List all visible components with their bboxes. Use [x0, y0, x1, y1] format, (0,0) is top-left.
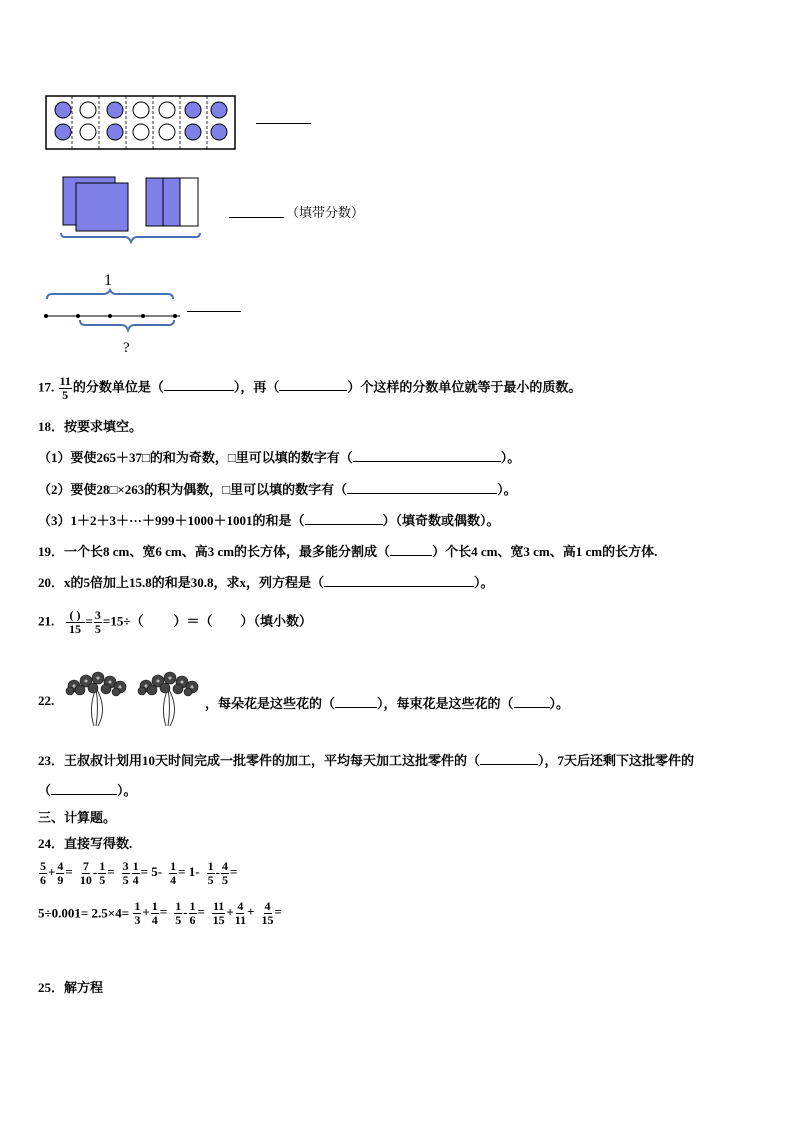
number-line-top-label: 1 [104, 272, 112, 289]
calc-item: $\frac{4}{15}$ = [261, 899, 282, 927]
flower-bouquets-illustration [66, 668, 206, 730]
question-24-row2: 5÷0.001= 2.5×4= $\frac{1}{3}$ + $\frac{1}{4}$ = $\frac{1}{5}$ - $\frac{1}{6}$ = $\frac{11}{15}$ + $\frac{4}{11}$ + $\frac{4}{15}$ = [38, 900, 288, 927]
fig2-hint: （填带分数） [286, 205, 365, 220]
section-3-heading: 三、计算题。 [38, 810, 117, 825]
fig2-answer-line [229, 205, 284, 218]
question-18-line2: （2）要使28□×263的积为偶数，□里可以填的数字有（ ）。 [38, 482, 517, 497]
calc-item: $\frac{11}{15}$ + $\frac{4}{11}$ + [212, 899, 255, 927]
circle-grid-figure [45, 95, 245, 153]
question-24-row1 [38, 860, 243, 887]
question-18-line3: （3）1＋2＋3＋···＋999＋1000＋1001的和是（ ）（填奇数或偶数）。 [38, 513, 500, 528]
question-25: 25．解方程 [38, 980, 104, 995]
calc-item: $\frac{7}{10}$ - $\frac{1}{5}$ = [79, 859, 115, 887]
number-line-figure [44, 290, 184, 330]
number-line-bottom-label: ? [123, 340, 130, 356]
question-22-text: ，每朵花是这些花的（ ），每束花是这些花的（ ）。 [205, 696, 570, 711]
question-17: 17. $\frac{11}{5}$ 的分数单位是（ ），再（ ）个这样的分数单位就等于最小的质数。 [38, 374, 582, 402]
question-21: 21. $\frac{( )}{15}$ = $\frac{3}{5}$ =15÷（ ）＝（ ）（填小数） [38, 608, 312, 636]
calc-item: $\frac{3}{5}$ $\frac{1}{4}$ = 5- [122, 859, 163, 887]
question-19: 19．一个长8 cm、宽6 cm、高3 cm的长方体，最多能分割成（ ）个长4 cm、宽3 cm、高1 cm的长方体. [38, 544, 658, 559]
question-20: 20．x的5倍加上15.8的和是30.8，求x，列方程是（ ）。 [38, 575, 494, 590]
calc-item: $\frac{1}{3}$ + $\frac{1}{4}$ = [134, 899, 168, 927]
question-23-line1: 23．王叔叔计划用10天时间完成一批零件的加工，平均每天加工这批零件的（ ），7天后还剩下这批零件的 [38, 753, 695, 768]
calc-item: $\frac{1}{4}$ = 1- [170, 859, 200, 887]
fig3-answer-line [187, 311, 241, 312]
fig1-answer-line [256, 123, 311, 124]
question-23-line2: （ ）。 [38, 783, 137, 798]
calc-item: $\frac{1}{5}$ - $\frac{4}{5}$ = [207, 859, 238, 887]
question-18-line1: （1）要使265＋37□的和为奇数，□里可以填的数字有（ ）。 [38, 450, 521, 465]
question-18-title: 18．按要求填空。 [38, 419, 143, 434]
calc-item: $\frac{5}{6}$ + $\frac{4}{9}$ = [40, 859, 73, 887]
square-fraction-figure [58, 176, 208, 248]
calc-item: $\frac{1}{5}$ - $\frac{1}{6}$ = [175, 899, 205, 927]
question-24-title: 24．直接写得数. [38, 836, 133, 851]
question-22-number: 22. [38, 693, 55, 708]
